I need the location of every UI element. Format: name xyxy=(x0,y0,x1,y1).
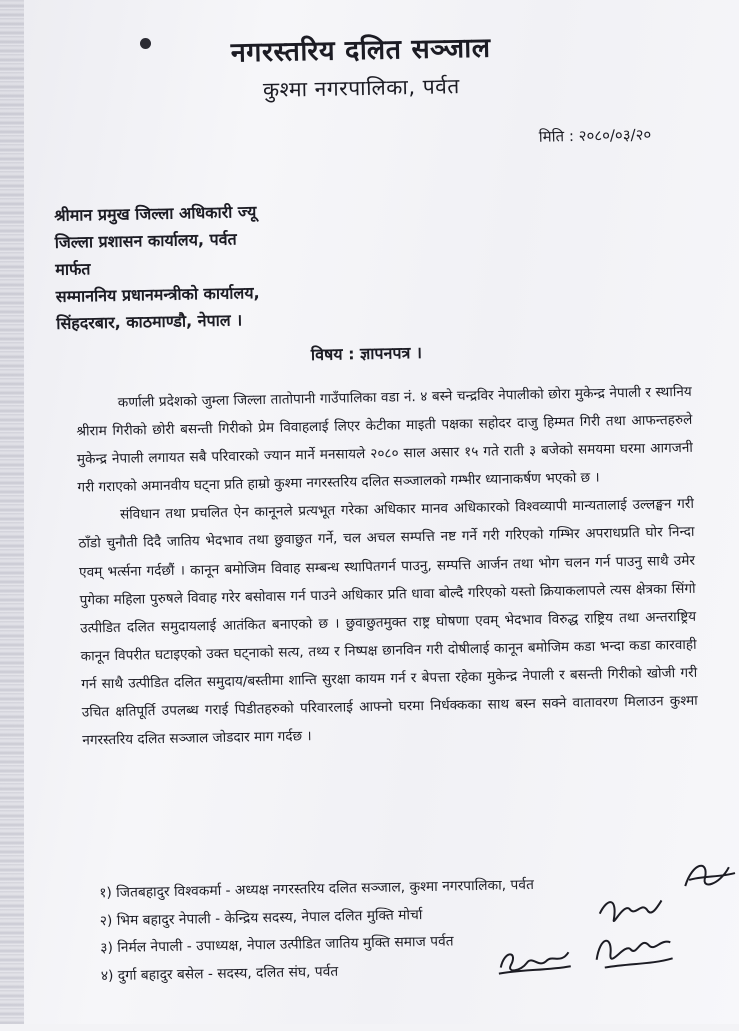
signatory-row: ४) दुर्गा बहादुर बसेल - सदस्य, दलित संघ, पर्वत xyxy=(100,963,339,984)
signature-2-mark xyxy=(595,890,666,931)
address-line: जिल्ला प्रशासन कार्यालय, पर्वत xyxy=(54,229,237,253)
letterhead-subtitle: कुश्मा नगरपालिका, पर्वत xyxy=(262,74,460,102)
letter-body xyxy=(76,378,699,755)
signatory-list xyxy=(99,872,536,990)
address-line: सम्माननिय प्रधानमन्त्रीको कार्यालय, xyxy=(55,283,260,306)
signatory-row: २) भिम बहादुर नेपाली - केन्द्रिय सदस्य, नेपाल दलित मुक्ति मोर्चा xyxy=(99,906,423,929)
signatory-row: १) जितबहादुर विश्वकर्मा - अध्यक्ष नगरस्तरिय दलित सञ्जाल, कुश्मा नगरपालिका, पर्वत xyxy=(99,876,535,902)
letter-subject: विषय : ज्ञापनपत्र । xyxy=(310,342,423,365)
letter-date: मिति : २०८०/०३/२० xyxy=(538,125,652,146)
body-paragraph: कर्णाली प्रदेशको जुम्ला जिल्ला तातोपानी गाउँपालिका वडा नं. ४ बस्ने चन्द्रविर नेपालीको छोरा मुकेन्द्र नेपाली र स्थानिय श्रीराम गिरीको छोरी बसन्ती गिरीको प्रेम विवाहलाई लिएर केटीका माइती पक्षका सहोदर दाजु हिम्मत गिरी तथा आफन्तहरुले मुकेन्द्र नेपाली लगायत सबै परिवारको ज्यान मार्ने मनसायले २०८० साल असार १५ गते राती ३ बजेको समयमा घरमा आगजनी गरी गराएको अमानवीय घट्ना प्रति हाम्रो कुश्मा नगरस्तरिय दलित सञ्जालको गम्भीर ध्यानाकर्षण भएको छ । xyxy=(76,383,693,496)
signatory-row: ३) निर्मल नेपाली - उपाध्यक्ष, नेपाल उत्पीडित जातिय मुक्ति समाज पर्वत xyxy=(100,933,454,957)
body-paragraph: संविधान तथा प्रचलित ऐन कानूनले प्रत्यभूत गरेका अधिकार मानव अधिकारको विश्वव्यापी मान्यतालाई उल्लङ्घन गरी ठाँडो चुनौती दिदै जातिय भेदभाव तथा छुवाछुत गर्ने, चल अचल सम्पत्ति नष्ट गर्ने गरी गरिएको गम्भिर अपराधप्रति घोर निन्दा एवम् भर्त्सना गर्दछौं । कानून बमोजिम विवाह सम्बन्ध स्थापितगर्न पाउनु, सम्पत्ति आर्जन तथा भोग चलन गर्न पाउनु साथै उमेर पुगेका महिला पुरुषले विवाह गरेर बसोवास गर्न पाउने अधिकार प्रति धावा बोल्दै गरिएको यस्तो क्रियाकलापले त्यस क्षेत्रका सिंगो उत्पीडित दलित समुदायलाई आतंकित बनाएको छ । छुवाछुतमुक्त राष्ट्र घोषणा एवम् भेदभाव विरुद्ध राष्ट्रिय तथा अन्तराष्ट्रिय कानून विपरीत घटाइएको उक्त घट्नाको सत्य, तथ्य र निष्पक्ष छानविन गरी दोषीलाई कानून बमोजिम कडा भन्दा कडा कारवाही गर्न साथै उत्पीडित दलित समुदाय/बस्तीमा शान्ति सुरक्षा कायम गर्न र बेपत्ता रहेका मुकेन्द्र नेपाली र बसन्ती गिरीको खोजी गरी उचित क्षतिपूर्ति उपलब्ध गराई पिडीतहरुको परिवारलाई आफ्नो घरमा निर्धक्कका साथ बस्न सक्ने वातावरण मिलाउन कुश्मा नगरस्तरिय दलित सञ्जाल जोडदार माग गर्दछ । xyxy=(78,496,698,749)
address-line: सिंहदरबार, काठमाण्डौ, नेपाल । xyxy=(56,310,243,333)
signature-1-mark xyxy=(679,855,739,898)
recipient-address xyxy=(54,198,260,337)
address-line: मार्फत xyxy=(55,259,91,279)
signature-4-mark xyxy=(494,940,575,982)
letterhead-title: नगरस्तरिय दलित सञ्जाल xyxy=(230,32,491,69)
address-line: श्रीमान प्रमुख जिल्ला अधिकारी ज्यू xyxy=(54,202,257,226)
signature-3-mark xyxy=(590,928,677,976)
